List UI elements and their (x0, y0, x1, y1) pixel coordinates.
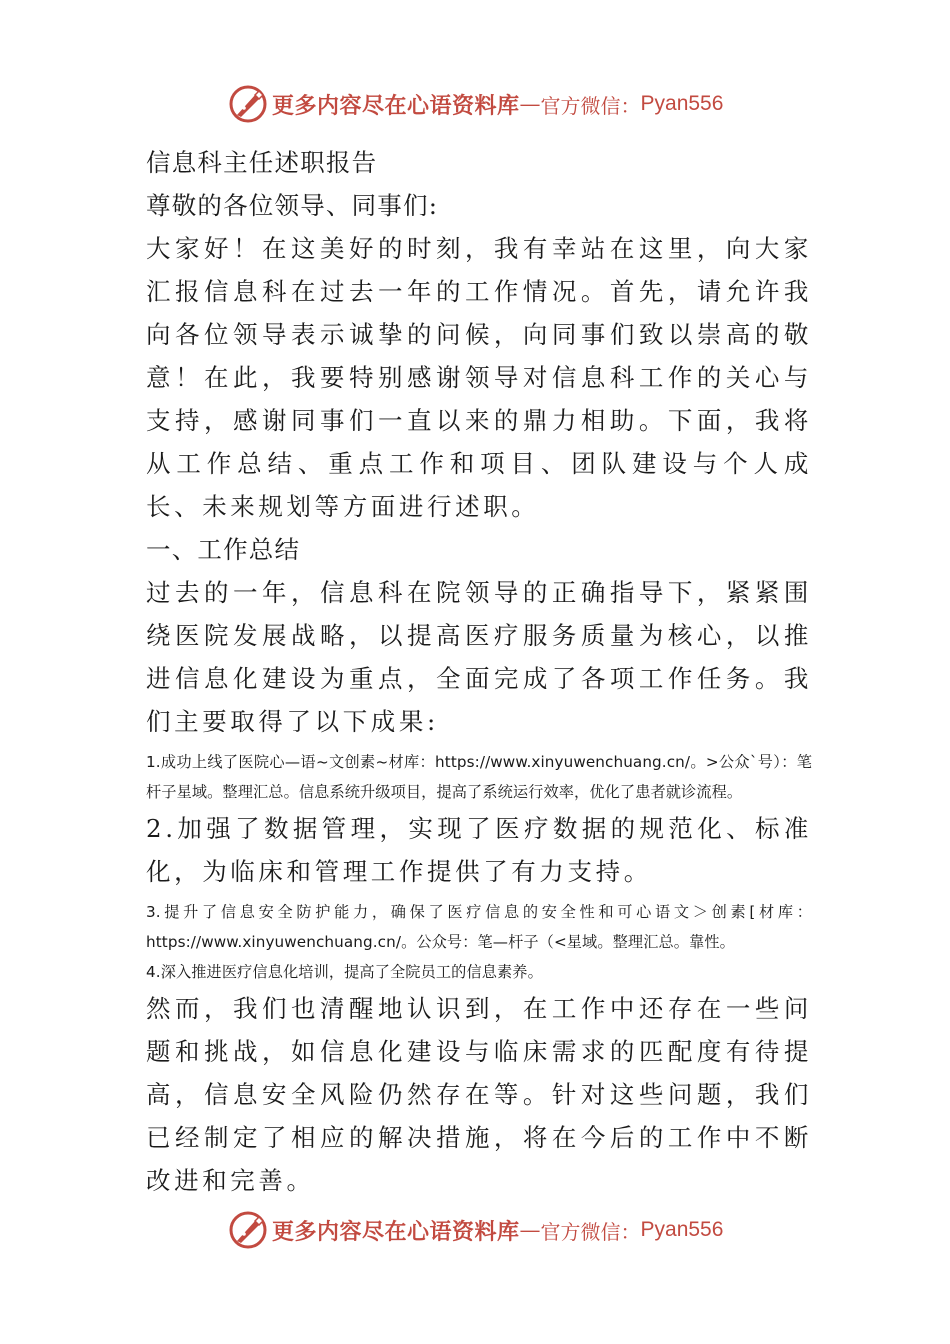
banner-separator: — (519, 92, 541, 116)
header-banner (228, 82, 748, 126)
banner-official-label: 官方微信： (540, 93, 641, 118)
pen-nib-logo-icon (228, 84, 268, 124)
banner-wechat-id: Pyan556 (640, 92, 724, 115)
banner-brand-text: 更多内容尽在心语资料库 (272, 1218, 520, 1245)
document-body (146, 141, 812, 1202)
closing-paragraph: 然而，我们也清醒地认识到，在工作中还存在一些问题和挑战，如信息化建设与临床需求的匹配度有待提高，信息安全风险仍然存在等。针对这些问题，我们已经制定了相应的解决措施，将在今后的工作中不断改进和完善。 (146, 994, 812, 1195)
section-1-paragraph: 过去的一年，信息科在院领导的正确指导下，紧紧围绕医院发展战略，以提高医疗服务质量为核心，以推进信息化建设为重点，全面完成了各项工作任务。我们主要取得了以下成果: (146, 578, 812, 736)
salutation: 尊敬的各位领导、同事们: (146, 191, 439, 220)
pen-nib-logo-icon (228, 1210, 268, 1250)
section-1-heading: 一、工作总结 (146, 535, 301, 564)
achievement-item-3: 3.提升了信息安全防护能力，确保了医疗信息的安全性和可心语文＞创素[材库：https://www.xinyuwenchuang.cn/。公众号：笔—杆子（<星域。整理汇总。靠性。 (146, 903, 812, 951)
banner-brand-text: 更多内容尽在心语资料库 (272, 92, 520, 119)
achievement-item-4: 4.深入推进医疗信息化培训，提高了全院员工的信息素养。 (146, 963, 543, 981)
banner-separator: — (519, 1218, 541, 1242)
footer-banner (228, 1208, 748, 1252)
achievement-item-1: 1.成功上线了医院心—语~文创素~材库：https://www.xinyuwenchuang.cn/。>公众`号）：笔杆子星域。整理汇总。信息系统升级项目，提高了系统运行效率，优化了患者就诊流程。 (146, 753, 812, 801)
achievement-item-2: 2.加强了数据管理，实现了医疗数据的规范化、标准化，为临床和管理工作提供了有力支持。 (146, 814, 812, 886)
banner-official-label: 官方微信： (540, 1219, 641, 1244)
banner-wechat-id: Pyan556 (640, 1218, 724, 1241)
document-title: 信息科主任述职报告 (146, 148, 378, 177)
intro-paragraph: 大家好！在这美好的时刻，我有幸站在这里，向大家汇报信息科在过去一年的工作情况。首先，请允许我向各位领导表示诚挚的问候，向同事们致以崇高的敬意！在此，我要特别感谢领导对信息科工作的关心与支持，感谢同事们一直以来的鼎力相助。下面，我将从工作总结、重点工作和项目、团队建设与个人成长、未来规划等方面进行述职。 (146, 234, 812, 521)
